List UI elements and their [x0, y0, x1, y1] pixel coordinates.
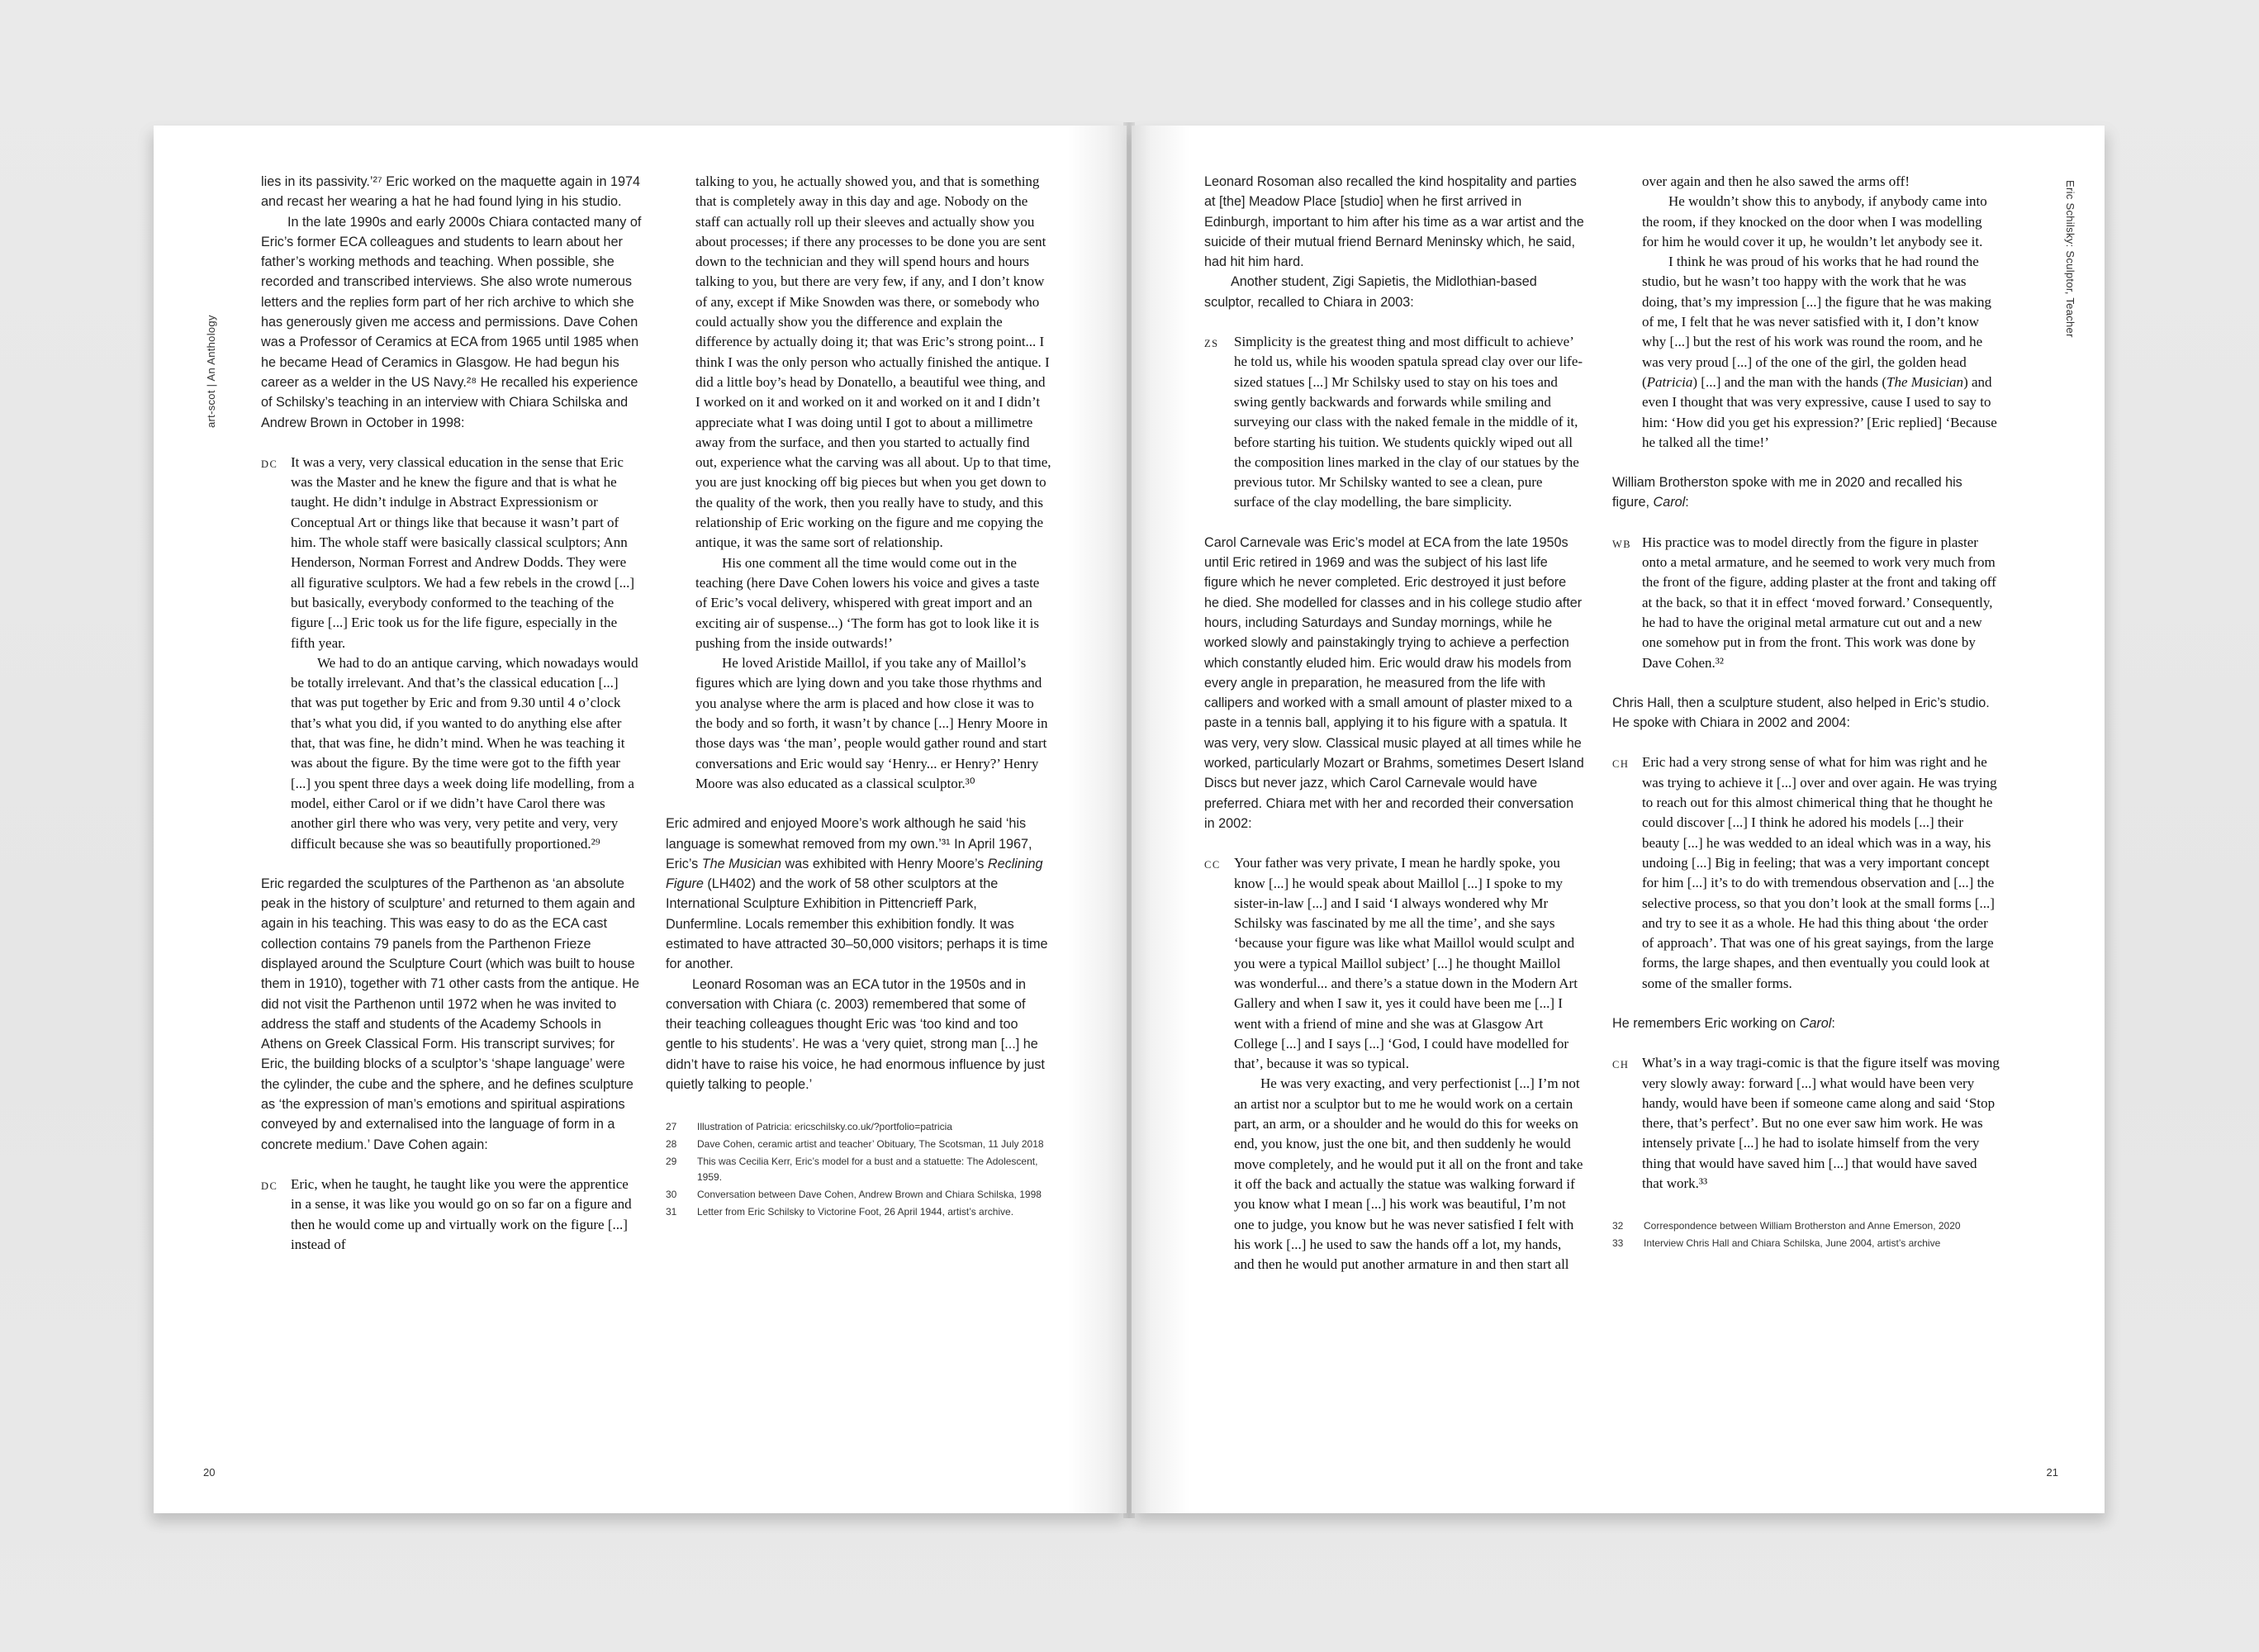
- quote-paragraph: His one comment all the time would come out in the teaching (here Dave Cohen lowers his voice and gives a taste of Eric’s vocal delivery, whispered with great import and an exciting air of suspense...) ‘The form has got to look like it is pushing from the inside outwards!’: [695, 554, 1040, 651]
- quote-paragraph: Your father was very private, I mean he hardly spoke, you know [...] he would speak about Maillol [...] I spoke to my sister-in-law [...] and I said ‘I always wondered why Mr Schilsky was fascinated by me all the time’, and she says ‘because your figure was like what Maillol would sculpt and you were a typical Maillol subject’ [...] he thought Maillol was wonderful... and there’s a statue down in the Modern Art Gallery and when I saw it, yes it could have been me [...] I went with a friend of mine and she was at Glasgow Art College [...] and I says [...] ‘God, I could have modelled for that’, because it was so typical.: [1234, 855, 1578, 1072]
- speaker-tag: CH: [1612, 1059, 1630, 1071]
- left-column-1: [261, 172, 643, 1255]
- paragraph: Eric admired and enjoyed Moore’s work although he said ‘his language is somewhat removed from my own.’³¹ In April 1967, Eric’s The Musician was exhibited with Henry Moore’s Reclining Figure (LH402) and the work of 58 other sculptors at the International Sculpture Exhibition in Pittencrieff Park, Dunfermline. Locals remember this exhibition fondly. It was estimated to have attracted 30–50,000 visitors; perhaps it is time for another.: [666, 816, 1048, 972]
- quote-paragraph: His practice was to model directly from the figure in plaster onto a metal armature, and he seemed to work very much from the front of the figure, adding plaster at the front and taking off at the back, so that it in effect ‘moved forward.’ Consequently, he had to have the original metal armature cut out and a new one somehow put in from the front. This work was done by Dave Cohen.³²: [1642, 534, 1996, 671]
- quote-block: [1204, 332, 1584, 513]
- paragraph: Leonard Rosoman was an ECA tutor in the 1950s and in conversation with Chiara (c. 2003) remembered that some of their teaching colleagues thought Eric was ‘too kind and too gentle to his students’. He was a ‘very quiet, strong man [...] he didn’t have to raise his voice, he had enormous influence by just quietly talking to people.’: [666, 976, 1045, 1093]
- quote-paragraph: He loved Aristide Maillol, if you take any of Maillol’s figures which are lying down and you take those rhythms and you analyse where the arm is placed and how close it was to the body and so forth, it wasn’t by chance [...] Henry Moore in those days was ‘the man’, people would gather round and start conversations and Eric would say ‘Henry... er Henry?’ Henry Moore was also educated as a classical sculptor.³⁰: [695, 655, 1048, 791]
- quote-paragraph: Eric, when he taught, he taught like you were the apprentice in a sense, it was like you would go on so far on a figure and then he would come up and virtually work on the figure [...] instead of: [291, 1175, 632, 1252]
- speaker-tag: ZS: [1204, 338, 1219, 350]
- quote-block: [261, 453, 643, 854]
- speaker-tag: WB: [1612, 538, 1632, 550]
- right-page: [1132, 126, 2105, 1513]
- left-column-2: [666, 172, 1052, 1222]
- quote-paragraph: He wouldn’t show this to anybody, if anybody came into the room, if they knocked on the door when I was modelling for him he would cover it up, he wouldn’t let anybody see it.: [1642, 193, 1987, 249]
- footnote: 28 Dave Cohen, ceramic artist and teacher’ Obituary, The Scotsman, 11 July 2018: [666, 1138, 1044, 1151]
- paragraph: Carol Carnevale was Eric’s model at ECA from the late 1950s until Eric retired in 1969 and was the subject of his last life figure which he never completed. Eric destroyed it just before he died. She modelled for classes and in his college studio after hours, including Saturdays and Sunday mornings, while he worked slowly and painstakingly trying to achieve a perfection which constantly eluded him. Eric would draw his models from every angle in preparation, he measured from the life with callipers and worked with a small amount of plaster mixed to a paste in a tennis ball, applying it to his figure with a spatula. It was very, very slow. Classical music played at all times while he worked, particularly Mozart or Brahms, sometimes Desert Island Discs but never jazz, which Carol Carnevale would have preferred. Chiara met with her and recorded their conversation in 2002:: [1204, 534, 1584, 831]
- footnote: 32 Correspondence between William Brotherston and Anne Emerson, 2020: [1612, 1220, 1961, 1232]
- quote-paragraph: Eric had a very strong sense of what for him was right and he was trying to achieve it [...] over and over again. He was trying to reach out for this almost chimerical thing that he thought he could discover [...] I think he adored his models [...] their beauty [...] he was wedded to an ideal which was in a way, his undoing [...] Big in feeling; that was a very important concept for him [...] it’s to do with tremendous observation and [...] the selective process, so that you don’t look at the small forms [...] and try to see it as a whole. He had this thing about ‘the order of approach’. That was one of his great sayings, from the large forms, the large shapes, and then eventually you could look at some of the smaller forms.: [1642, 754, 1997, 991]
- quote-paragraph: over again and then he also sawed the arms off!: [1642, 173, 1910, 189]
- quote-continuation: [666, 172, 1052, 794]
- footnotes: [1612, 1218, 2000, 1251]
- paragraph: He remembers Eric working on Carol:: [1612, 1015, 1835, 1031]
- quote-paragraph: talking to you, he actually showed you, and that is something that is completely away in this day and age. Nobody on the staff can actually roll up their sleeves and actually show you about processes; if there any processes to be done you are sent down to the technician and they will spend hours and hours talking to you, but there are very few, if any, and I don’t know of any, except if Mike Snowden was there, or somebody who could actually show you the difference and explain the difference by actually doing it; that was Eric’s strong point... I think I was the only person who actually finished the antique. I did a little boy’s head by Donatello, a beautiful wee thing, and I worked on it and worked on it and worked on it and I didn’t appreciate what I was doing until I got to about a millimetre away from the surface, and then you started to actually find out, experience what the carving was all about. Up to that time, you are just knocking off big pieces but when you get down to the quality of the work, then you really have to study, and this relationship of Eric working on the figure and me copying the antique, it was the same sort of relationship.: [695, 173, 1051, 551]
- quote-block: [1612, 533, 2000, 673]
- right-column-2: [1612, 172, 2000, 1253]
- quote-paragraph: We had to do an antique carving, which nowadays would be totally irrelevant. And that’s the classical education [...] that was put together by Eric and from 9.30 until 4 o’clock that’s what you did, if you wanted to do anything else after that, that was fine, he didn’t mind. When he was teaching it was about the figure. By the time were got to the fifth year [...] you spent three days a week doing life modelling, from a model, either Carol or if we didn’t have Carol there was another girl there who was very, very petite and very, very difficult because she was so beautifully proportioned.²⁹: [291, 654, 638, 852]
- paragraph: In the late 1990s and early 2000s Chiara contacted many of Eric’s former ECA colleagues and students to learn about her father’s working methods and teaching. When possible, she recorded and transcribed interviews. She also wrote numerous letters and the replies form part of her rich archive to which she has generously given me access and permissions. Dave Cohen was a Professor of Ceramics at ECA from 1965 until 1985 when he became Head of Ceramics in Glasgow. He had begun his career as a welder in the US Navy.²⁸ He recalled his experience of Schilsky’s teaching in an interview with Chiara Schilska and Andrew Brown in October in 1998:: [261, 214, 642, 430]
- quote-block: [1612, 1053, 2000, 1194]
- paragraph: lies in its passivity.’²⁷ Eric worked on the maquette again in 1974 and recast her wearing a hat he had found lying in his studio.: [261, 174, 641, 210]
- book-spread: [154, 126, 2105, 1521]
- quote-block: [1612, 752, 2000, 994]
- quote-paragraph: I think he was proud of his works that he had round the studio, but he wasn’t too happy with the work that he was doing, that’s my impression [...] the figure that he was making of me, I felt that he was never satisfied with it, I don’t know why [...] but the rest of his work was round the room, and he was very proud [...] of the one of the girl, the golden head (Patricia) [...] and the man with the hands (The Musician) and even I thought that was very expressive, cause I used to say to him: ‘How did you get his expression?’ [Eric replied] ‘Because he talked all the time!’: [1642, 254, 1997, 450]
- paragraph: Another student, Zigi Sapietis, the Midlothian-based sculptor, recalled to Chiara in 2003:: [1204, 274, 1537, 310]
- speaker-tag: CC: [1204, 859, 1221, 871]
- speaker-tag: DC: [261, 1180, 278, 1192]
- quote-block: [1204, 853, 1584, 1275]
- footnote: 30 Conversation between Dave Cohen, Andrew Brown and Chiara Schilska, 1998: [666, 1189, 1042, 1201]
- paragraph: William Brotherston spoke with me in 2020 and recalled his figure, Carol:: [1612, 475, 1962, 510]
- page-number-left: 20: [203, 1466, 216, 1479]
- quote-paragraph: He was very exacting, and very perfectionist [...] I’m not an artist nor a sculptor but to me he would work on a certain part, an arm, or a shoulder and he would do this for weeks on end, you know, just the one bit, and then suddenly he would move completely, and he would put it all on the front and take it off the back and actually the statue was walking forward if you know what I mean [...] his work was beautiful, I’m not one to judge, you know but he was never satisfied I felt with his work [...] he used to saw the hands off a lot, my hands, and then he would put another armature in and then start all: [1234, 1075, 1583, 1273]
- page-number-right: 21: [2046, 1466, 2058, 1479]
- running-head-left: art-scot | An Anthology: [205, 315, 217, 428]
- quote-continuation: [1612, 172, 2000, 453]
- speaker-tag: DC: [261, 458, 278, 470]
- footnote: 33 Interview Chris Hall and Chiara Schilska, June 2004, artist’s archive: [1612, 1237, 1941, 1250]
- footnotes: [666, 1119, 1052, 1220]
- running-head-right: Eric Schilsky: Sculptor, Teacher: [2064, 180, 2076, 338]
- footnote: 27 Illustration of Patricia: ericschilsky.co.uk/?portfolio=patricia: [666, 1121, 952, 1133]
- paragraph: Chris Hall, then a sculpture student, also helped in Eric’s studio. He spoke with Chiara in 2002 and 2004:: [1612, 695, 1990, 731]
- quote-paragraph: Simplicity is the greatest thing and most difficult to achieve’ he told us, while his wooden spatula spread clay over our life-sized statues [...] Mr Schilsky used to stay on his toes and swing gently backwards and forwards while smiling and surveying our class with the naked female in the middle of it, before starting his tuition. We students quickly wiped out all the composition lines marked in the clay of our statues by the previous tutor. Mr Schilsky wanted to see a clean, pure surface of the clay modelling, the bare simplicity.: [1234, 334, 1583, 510]
- quote-paragraph: It was a very, very classical education in the sense that Eric was the Master and he knew the figure and that is what he taught. He didn’t indulge in Abstract Expressionism or Conceptual Art or things like that because it wasn’t part of him. The whole staff were basically classical sculptors; Ann Henderson, Norman Forrest and Andrew Dodds. They were all figurative sculptors. We had a few rebels in the crowd [...] but basically, everybody conformed to the teaching of the figure [...] Eric took us for the life figure, especially in the fifth year.: [291, 453, 635, 651]
- left-page: [154, 126, 1127, 1513]
- paragraph: Eric regarded the sculptures of the Parthenon as ‘an absolute peak in the history of sculpture’ and returned to them again and again in his teaching. This was easy to do as the ECA cast collection contains 79 panels from the Parthenon Frieze displayed around the Sculpture Court (which was built to house them in 1910), together with 71 other casts from the antique. He did not visit the Parthenon until 1972 when he was invited to address the staff and students of the Academy Schools in Athens on Greek Classical Form. His transcript survives; for Eric, the building blocks of a sculptor’s ‘shape language’ were the cylinder, the cube and the sphere, and he defines sculpture as ‘the expression of man’s emotions and spiritual aspirations conveyed by and externalised into the language of form in a concrete medium.’ Dave Cohen again:: [261, 876, 640, 1152]
- right-column-1: [1204, 172, 1584, 1275]
- quote-block: [261, 1175, 643, 1255]
- paragraph: Leonard Rosoman also recalled the kind hospitality and parties at [the] Meadow Place [studio] when he first arrived in Edinburgh, important to him after his time as a war artist and the suicide of their mutual friend Bernard Meninsky which, he said, had hit him hard.: [1204, 174, 1584, 270]
- footnote: 31 Letter from Eric Schilsky to Victorine Foot, 26 April 1944, artist’s archive.: [666, 1206, 1014, 1218]
- footnote: 29 This was Cecilia Kerr, Eric’s model for a bust and a statuette: The Adolescent, 1959.: [666, 1156, 1038, 1184]
- quote-paragraph: What’s in a way tragi-comic is that the figure itself was moving very slowly away: forward [...] what would have been very handy, would have been if someone came along and said ‘Stop there, that’s perfect’. But no one ever saw him work. He was intensely private [...] he had to isolate himself from the very thing that would have saved him [...] that would have saved that work.³³: [1642, 1055, 2000, 1192]
- speaker-tag: CH: [1612, 758, 1630, 771]
